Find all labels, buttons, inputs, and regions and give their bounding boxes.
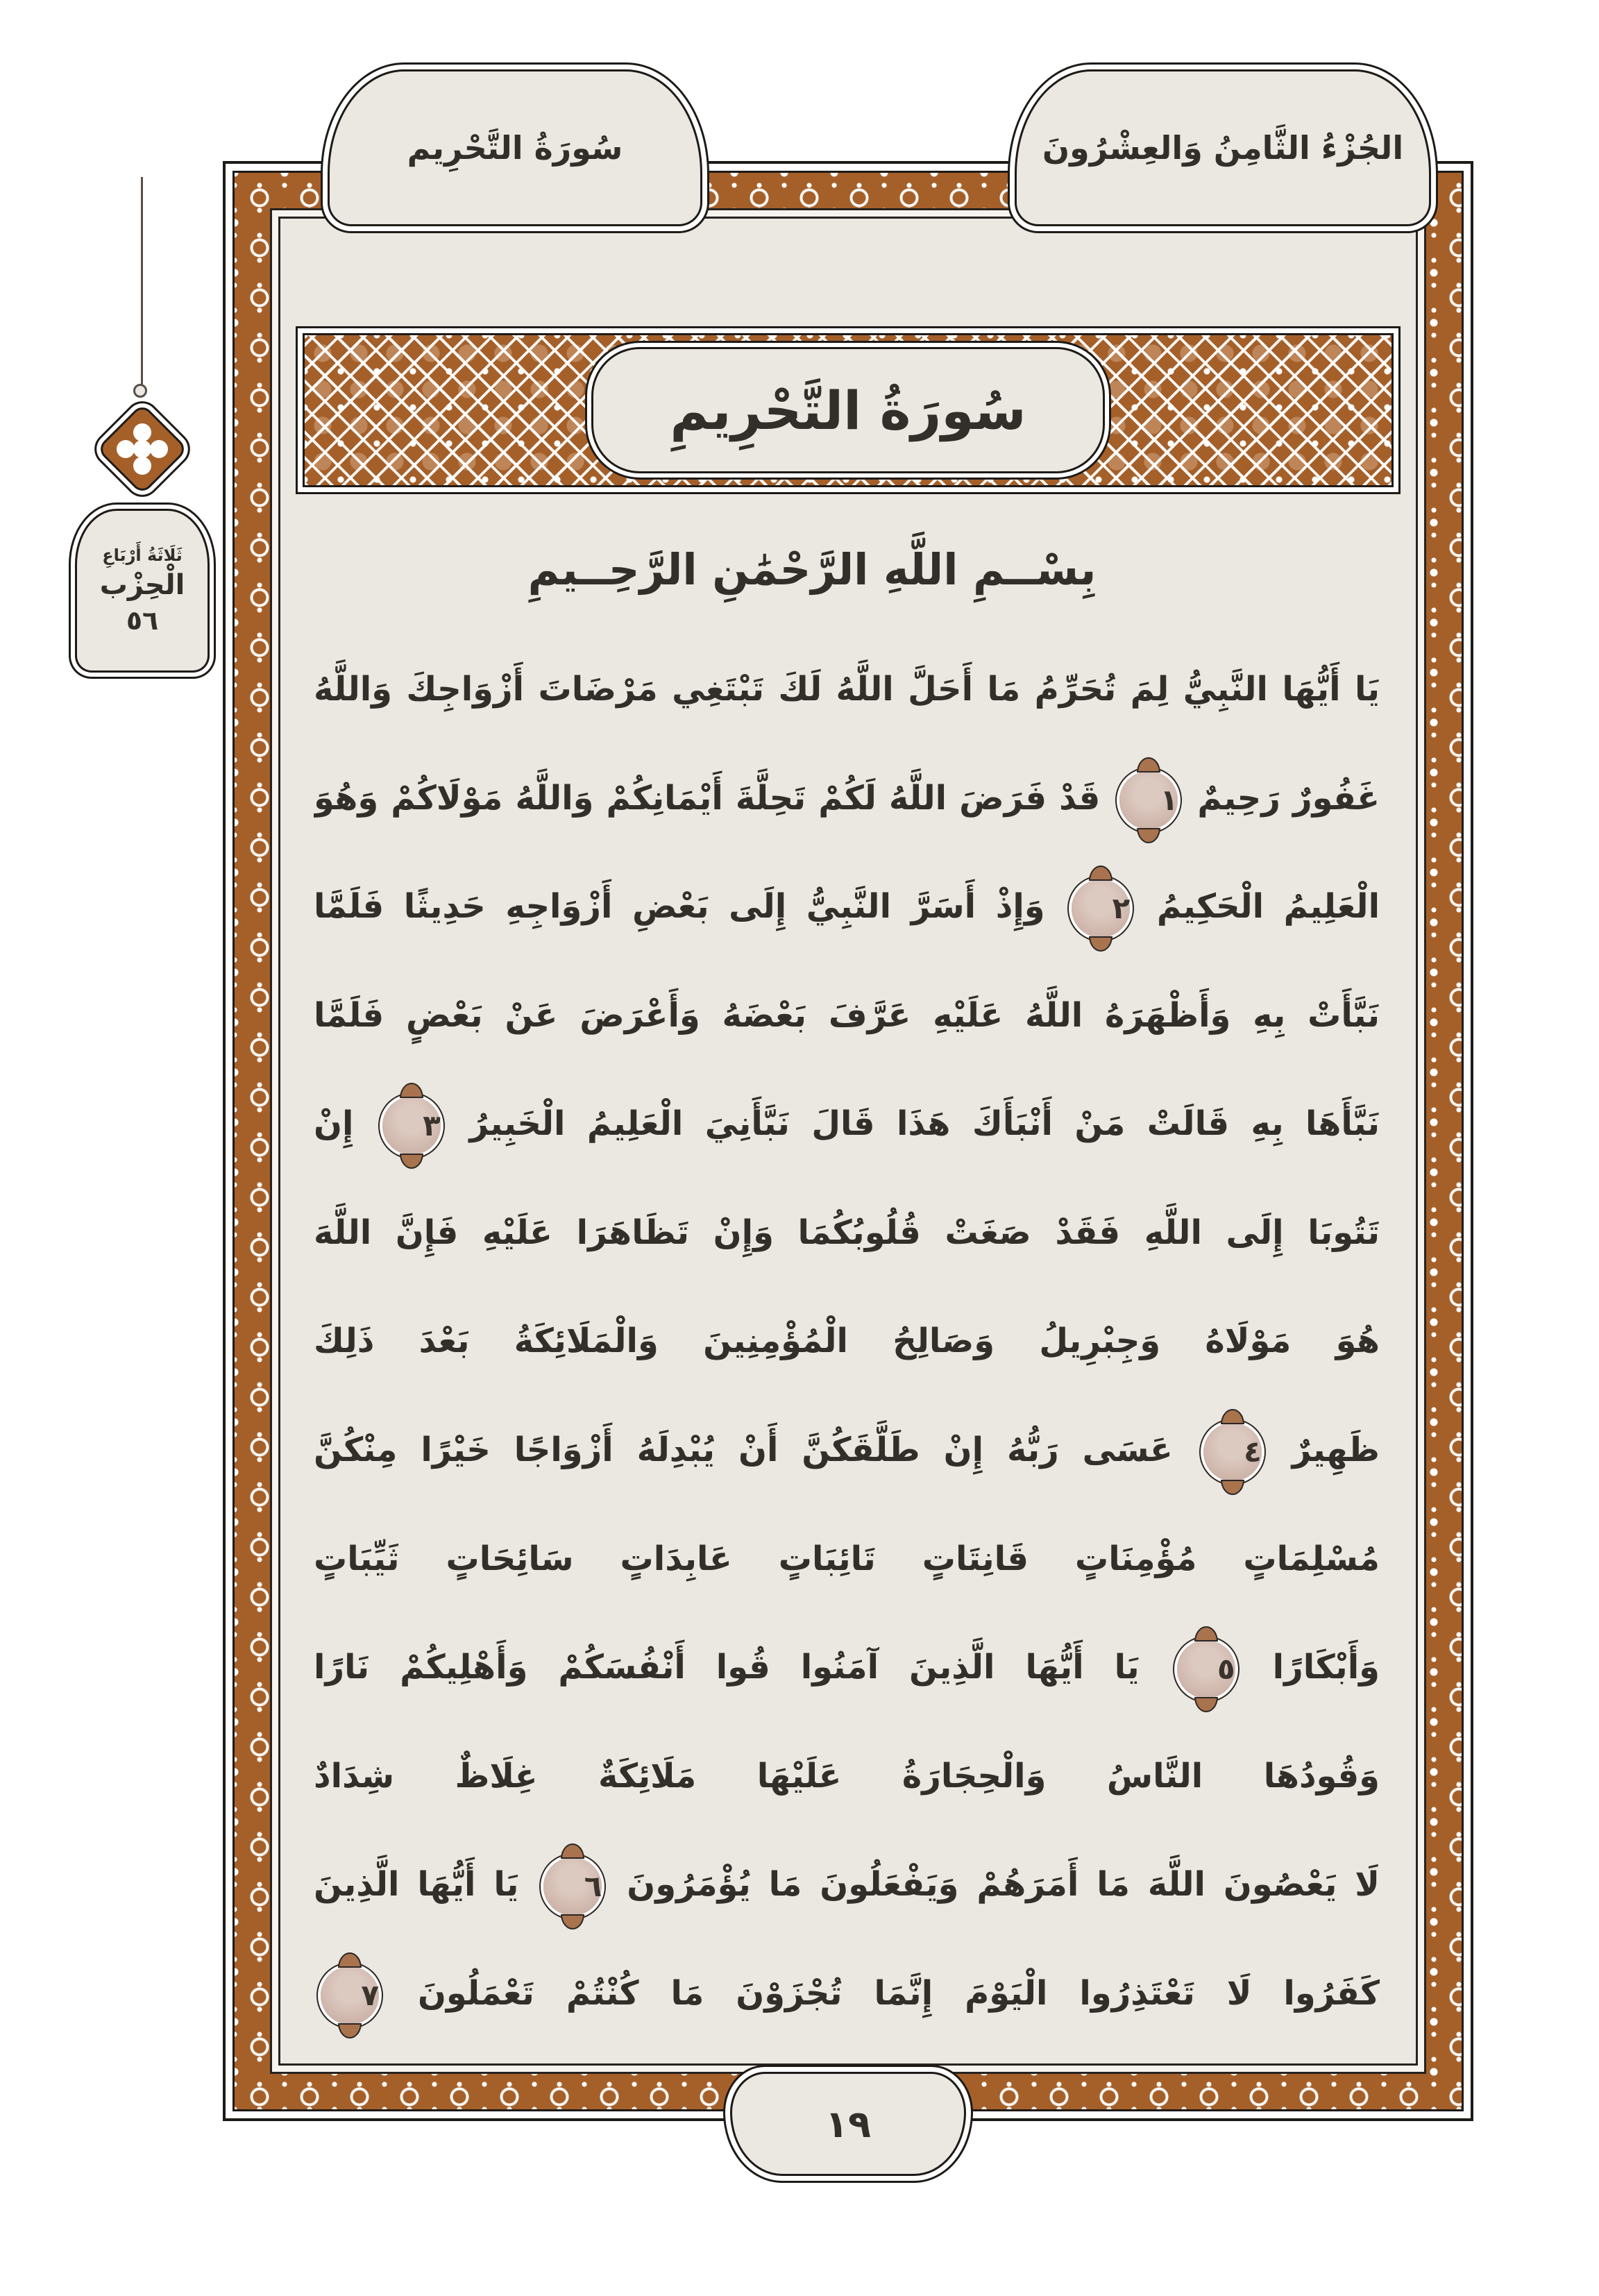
- verse-marker: [1177, 1640, 1235, 1698]
- verse-number: ٢: [1112, 891, 1131, 926]
- verse-marker: [321, 1966, 379, 2025]
- juz-name-header: الجُزْءُ الثَّامِنُ وَالعِشْرُونَ: [1042, 129, 1404, 167]
- hizb-number: ٥٦: [126, 605, 159, 636]
- hizb-cartouche: [75, 509, 210, 673]
- quran-line: [314, 1505, 1380, 1613]
- quran-text-segment: عَسَى رَبُّهُ إِنْ طَلَّقَكُنَّ أَنْ يُبْدِلَهُ أَزْوَاجًا خَيْرًا مِنْكُنَّ: [314, 1430, 1173, 1470]
- verse-number: ٥: [1217, 1652, 1235, 1687]
- quran-text-segment: غَفُورٌ رَحِيمٌ: [1197, 778, 1380, 818]
- flower-icon: [133, 440, 151, 458]
- hizb-marker: [56, 177, 236, 677]
- hizb-hanging-dot: [133, 384, 147, 398]
- quran-line: [314, 1070, 1380, 1178]
- page-number: ١٩: [825, 2102, 871, 2146]
- quran-line: [314, 1287, 1380, 1395]
- quran-text-segment: الْعَلِيمُ الْحَكِيمُ: [1156, 887, 1380, 927]
- quran-line: [314, 1613, 1380, 1721]
- hizb-fraction: ثَلَاثَةُ أَرْبَاعِ: [102, 546, 183, 565]
- quran-lines: [314, 635, 1380, 2048]
- verse-number: ٤: [1244, 1435, 1262, 1469]
- surah-title-cartouche: [591, 347, 1105, 473]
- quran-text-segment: نَبَّأَهَا بِهِ قَالَتْ مَنْ أَنْبَأَكَ هَذَا قَالَ نَبَّأَنِيَ الْعَلِيمُ الْخَبِيرُ: [469, 1104, 1380, 1144]
- quran-line: [314, 1179, 1380, 1287]
- quran-line: [314, 852, 1380, 961]
- quran-text-segment: هُوَ مَوْلَاهُ وَجِبْرِيلُ وَصَالِحُ الْمُؤْمِنِينَ وَالْمَلَائِكَةُ بَعْدَ ذَلِكَ: [314, 1322, 1380, 1361]
- verse-number: ٦: [584, 1869, 602, 1904]
- quran-line: [314, 744, 1380, 852]
- hizb-label: الْحِزْب: [99, 569, 185, 601]
- verse-number: ٧: [361, 1977, 379, 2012]
- page-number-cartouche: [730, 2072, 966, 2176]
- quran-line: [314, 1939, 1380, 2048]
- juz-name-header-cartouche: [1015, 69, 1431, 226]
- quran-line: [314, 1830, 1380, 1939]
- surah-title: سُورَةُ التَّحْرِيمِ: [670, 379, 1026, 441]
- quran-text-segment: لَا يَعْصُونَ اللَّهَ مَا أَمَرَهُمْ وَيَفْعَلُونَ مَا يُؤْمَرُونَ: [627, 1865, 1380, 1905]
- quran-text-segment: وَأَبْكَارًا: [1272, 1648, 1380, 1687]
- quran-text-segment: كَفَرُوا لَا تَعْتَذِرُوا الْيَوْمَ إِنَّمَا تُجْزَوْنَ مَا كُنْتُمْ تَعْمَلُونَ: [417, 1973, 1380, 2013]
- quran-line: [314, 1722, 1380, 1830]
- quran-text-segment: تَتُوبَا إِلَى اللَّهِ فَقَدْ صَغَتْ قُلُوبُكُمَا وَإِنْ تَظَاهَرَا عَلَيْهِ فَإِنَّ اللَّهَ: [314, 1213, 1380, 1252]
- quran-text-segment: وَإِذْ أَسَرَّ النَّبِيُّ إِلَى بَعْضِ أَزْوَاجِهِ حَدِيثًا فَلَمَّا: [314, 887, 1045, 927]
- quran-line: [314, 961, 1380, 1070]
- bismillah: بِسْــمِ اللَّهِ الرَّحْمَٰنِ الرَّحِــيمِ: [527, 543, 1097, 595]
- quran-text-segment: نَبَّأَتْ بِهِ وَأَظْهَرَهُ اللَّهُ عَلَيْهِ عَرَّفَ بَعْضَهُ وَأَعْرَضَ عَنْ بَعْضٍ فَلَمَّا: [314, 995, 1380, 1035]
- quran-text-segment: يَا أَيُّهَا الَّذِينَ آمَنُوا قُوا أَنْفُسَكُمْ وَأَهْلِيكُمْ نَارًا: [314, 1648, 1140, 1687]
- quran-text-segment: إِنْ: [314, 1104, 354, 1144]
- verse-marker: [1203, 1423, 1262, 1481]
- verse-number: ٣: [423, 1108, 441, 1143]
- surah-name-header: سُورَةُ التَّحْرِيم: [407, 129, 623, 167]
- quran-text-segment: قَدْ فَرَضَ اللَّهُ لَكُمْ تَحِلَّةَ أَيْمَانِكُمْ وَاللَّهُ مَوْلَاكُمْ وَهُوَ: [314, 778, 1101, 818]
- hizb-hanging-line: [141, 177, 143, 385]
- verse-marker: [1072, 879, 1130, 938]
- quran-text-segment: ظَهِيرٌ: [1292, 1430, 1380, 1470]
- quran-line: [314, 635, 1380, 743]
- verse-marker: [382, 1097, 441, 1155]
- verse-marker: [1119, 771, 1178, 829]
- quran-text-segment: مُسْلِمَاتٍ مُؤْمِنَاتٍ قَانِتَاتٍ تَائِبَاتٍ عَابِدَاتٍ سَائِحَاتٍ ثَيِّبَاتٍ: [314, 1539, 1380, 1578]
- verse-marker: [543, 1857, 602, 1916]
- quran-line: [314, 1396, 1380, 1504]
- verse-number: ١: [1160, 782, 1178, 817]
- quran-text-segment: يَا أَيُّهَا الَّذِينَ: [314, 1865, 519, 1905]
- surah-name-header-cartouche: [328, 69, 702, 226]
- hizb-flower-ornament-icon: [96, 403, 189, 496]
- quran-text-segment: يَا أَيُّهَا النَّبِيُّ لِمَ تُحَرِّمُ مَا أَحَلَّ اللَّهُ لَكَ تَبْتَغِي مَرْضَاتَ أَزْوَاجِكَ وَاللَّهُ: [314, 670, 1380, 709]
- quran-text-segment: وَقُودُهَا النَّاسُ وَالْحِجَارَةُ عَلَيْهَا مَلَائِكَةٌ غِلَاظٌ شِدَادٌ: [314, 1756, 1380, 1796]
